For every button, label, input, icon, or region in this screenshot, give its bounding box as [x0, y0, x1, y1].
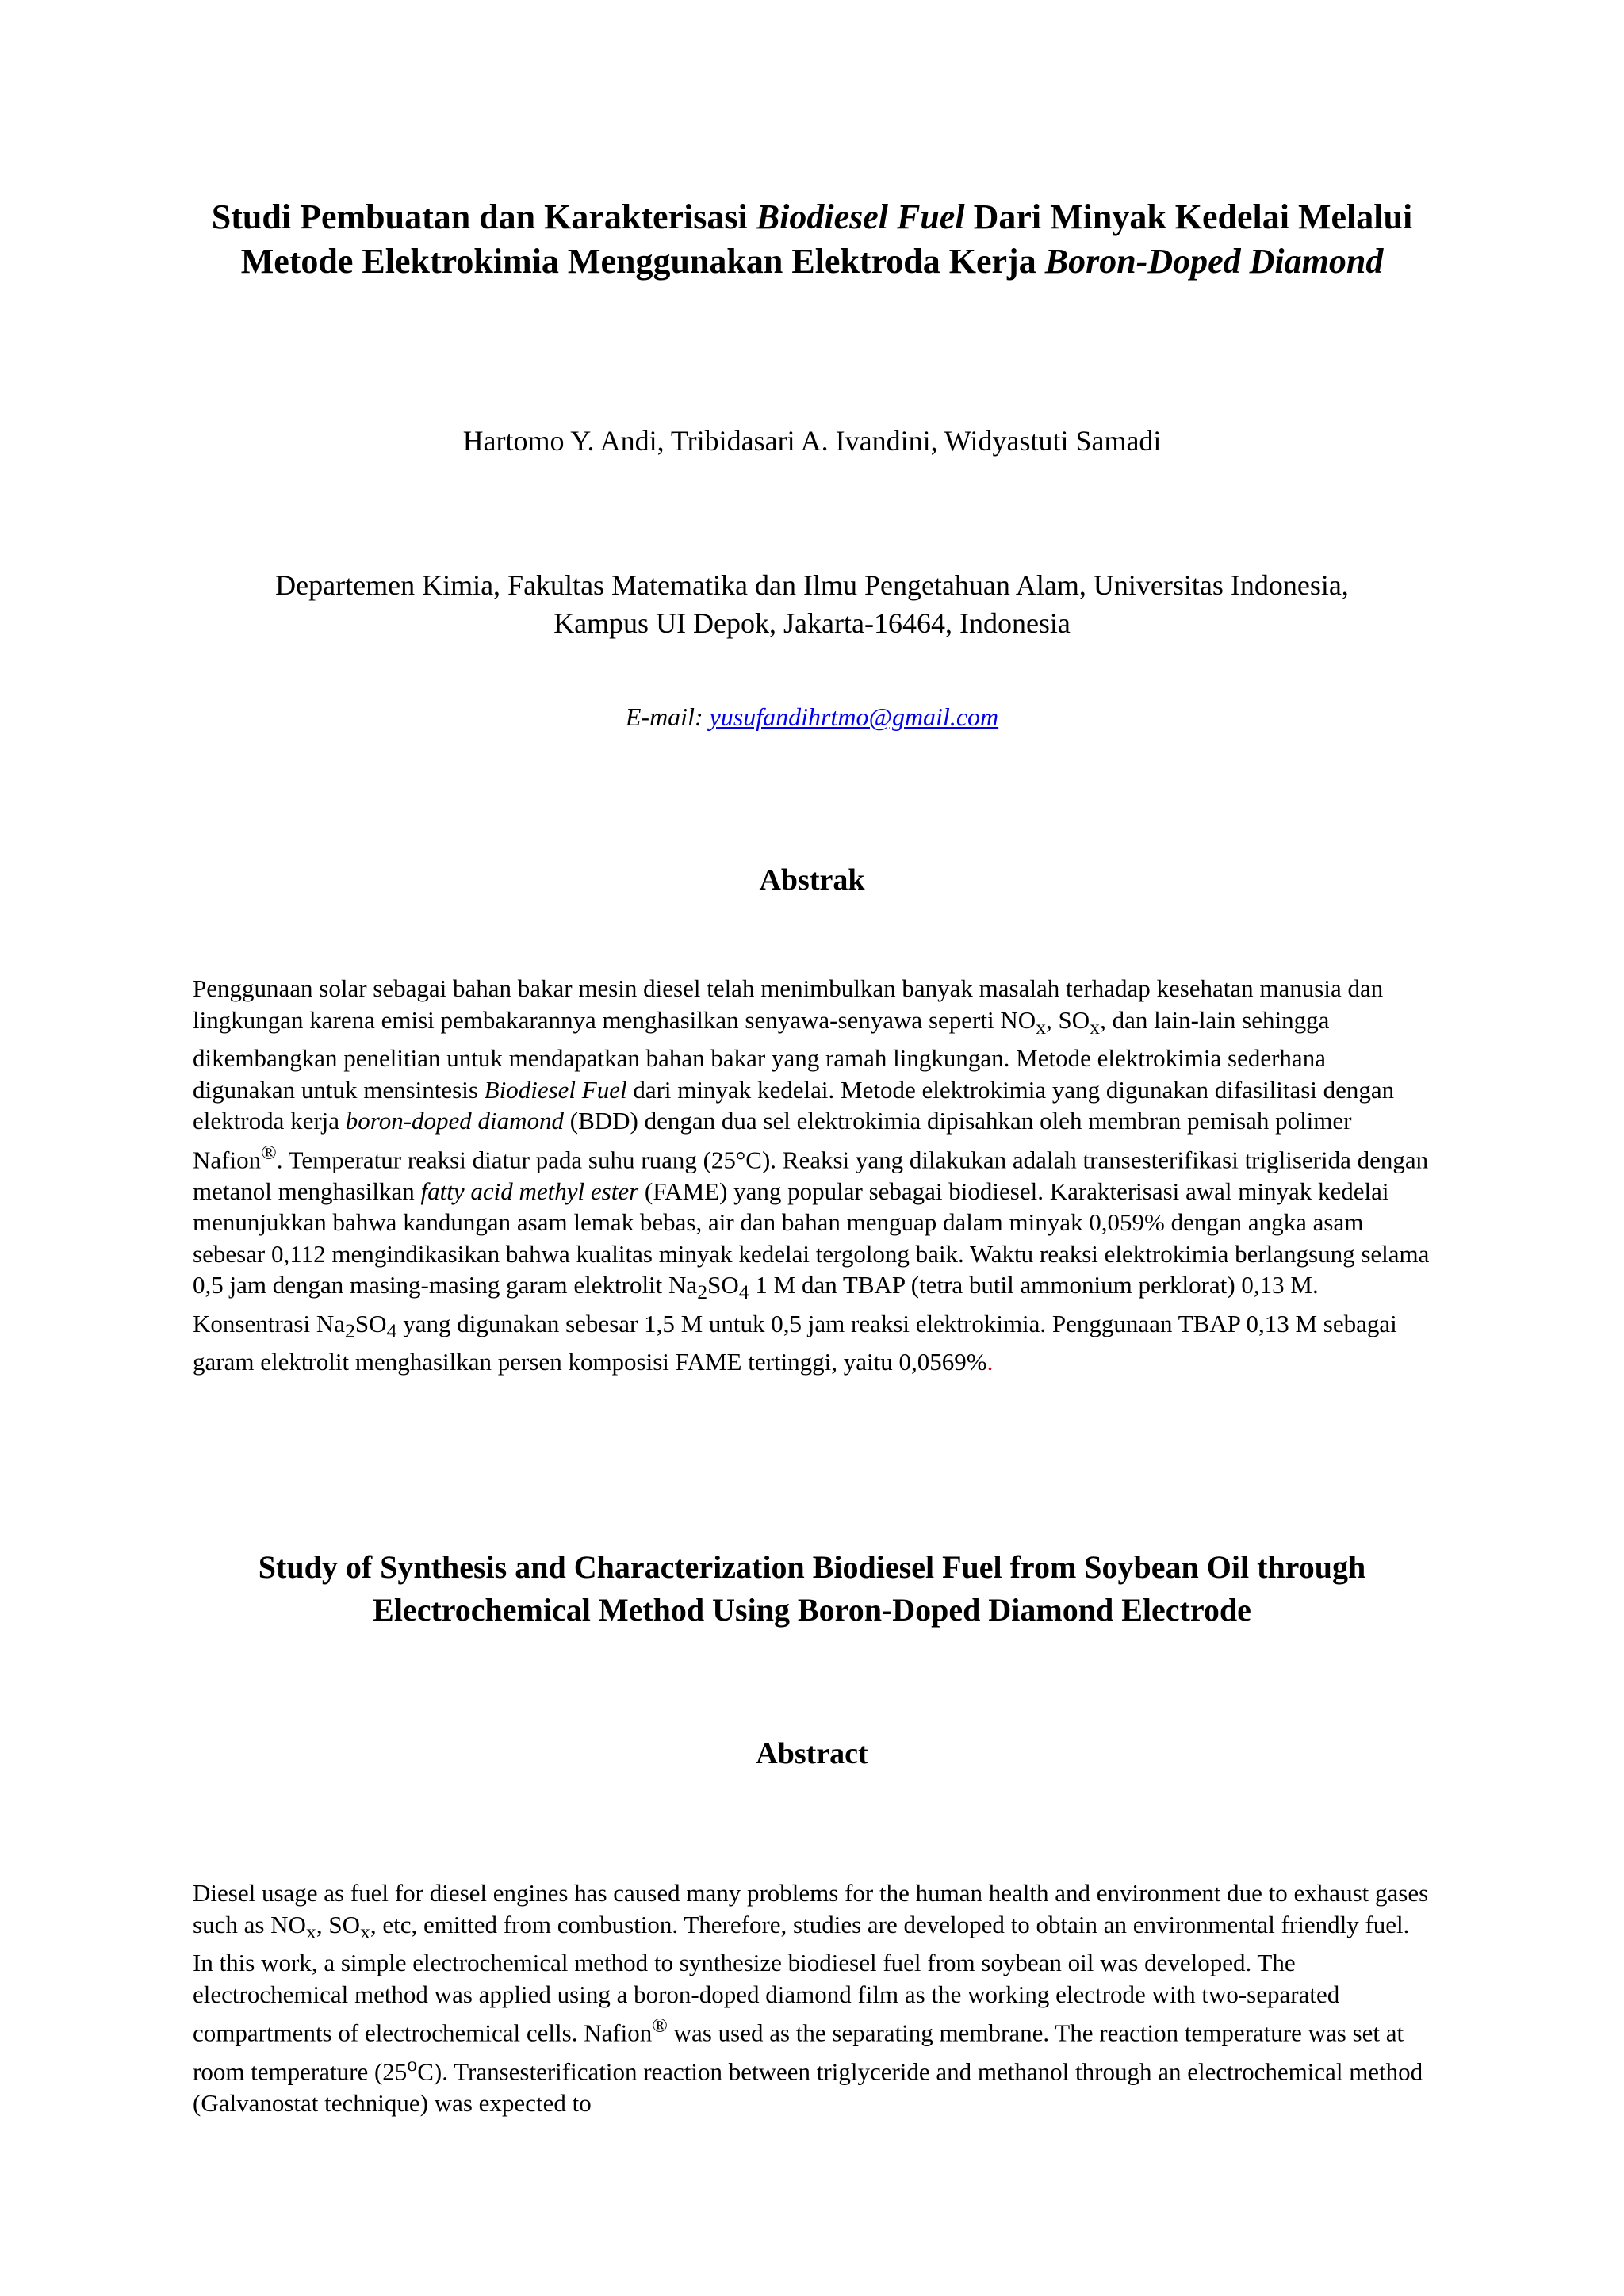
- title-italic-bdd: Boron-Doped Diamond: [1044, 242, 1384, 281]
- affiliation: [182, 566, 1442, 642]
- paper-title-english: Study of Synthesis and Characterization Biodiesel Fuel from Soybean Oil through Electrochemical Method Using Boron-Doped Diamond Electrode: [258, 1549, 1366, 1628]
- email-link[interactable]: yusufandihrtmo@gmail.com: [709, 702, 999, 731]
- abstrak-heading: Abstrak: [759, 863, 865, 897]
- abstrak-paragraph: Penggunaan solar sebagai bahan bakar mesin diesel telah menimbulkan banyak masalah terhadap kesehatan manusia dan lingkungan karena emisi pembakarannya menghasilkan senyawa-senyawa seperti $NO_x$, $SO_x$, dan lain-lain sehingga dikembangkan penelitian untuk mendapatkan bahan bakar yang ramah lingkungan. Metode elektrokimia sederhana digunakan untuk mensintesis Biodiesel Fuel dari minyak kedelai. Metode elektrokimia yang digunakan difasilitasi dengan elektroda kerja boron-doped diamond (BDD) dengan dua sel elektrokimia dipisahkan oleh membran pemisah polimer Nafion®. Temperatur reaksi diatur pada suhu ruang (25°C). Reaksi yang dilakukan adalah transesterifikasi trigliserida dengan metanol menghasilkan fatty acid methyl ester (FAME) yang popular sebagai biodiesel. Karakterisasi awal minyak kedelai menunjukkan bahwa kandungan asam lemak bebas, air dan bahan menguap dalam minyak 0,059% dengan angka asam sebesar 0,112 mengindikasikan bahwa kualitas minyak kedelai tergolong baik. Waktu reaksi elektrokimia berlangsung selama 0,5 jam dengan masing-masing garam elektrolit $Na_2SO_4$ 1 M dan TBAP (tetra butil ammonium perklorat) 0,13 M. Konsentrasi $Na_2SO_4$ yang digunakan sebesar 1,5 M untuk 0,5 jam reaksi elektrokimia. Penggunaan TBAP 0,13 M sebagai garam elektrolit menghasilkan persen komposisi FAME tertinggi, yaitu 0,0569%.: [193, 974, 1430, 1376]
- authors: Hartomo Y. Andi, Tribidasari A. Ivandini, Widyastuti Samadi: [462, 425, 1162, 457]
- email-line: [182, 698, 1442, 736]
- title-italic-biodiesel-fuel: Biodiesel Fuel: [756, 197, 965, 236]
- affiliation-line-1: Departemen Kimia, Fakultas Matematika dan Ilmu Pengetahuan Alam, Universitas Indonesia,: [275, 569, 1349, 601]
- affiliation-line-2: Kampus UI Depok, Jakarta-16464, Indonesia: [553, 607, 1071, 639]
- abstract-paragraph: Diesel usage as fuel for diesel engines has caused many problems for the human health and environment due to exhaust gases such as $NO_x$, $SO_x$, etc, emitted from combustion. Therefore, studies are developed to obtain an environmental friendly fuel. In this work, a simple electrochemical method to synthesize biodiesel fuel from soybean oil was developed. The electrochemical method was applied using a boron-doped diamond film as the working electrode with two-separated compartments of electrochemical cells. Nafion® was used as the separating membrane. The reaction temperature was set at room temperature (25$^o$C). Transesterification reaction between triglyceride and methanol through an electrochemical method (Galvanostat technique) was expected to: [193, 1879, 1429, 2117]
- paper-title-indonesian: Studi Pembuatan dan Karakterisasi Biodiesel Fuel Dari Minyak Kedelai Melalui Metode Elektrokimia Menggunakan Elektroda Kerja Boron-Doped Diamond: [211, 197, 1413, 281]
- email-label: E-mail:: [625, 702, 710, 731]
- abstract-heading: Abstract: [756, 1737, 868, 1770]
